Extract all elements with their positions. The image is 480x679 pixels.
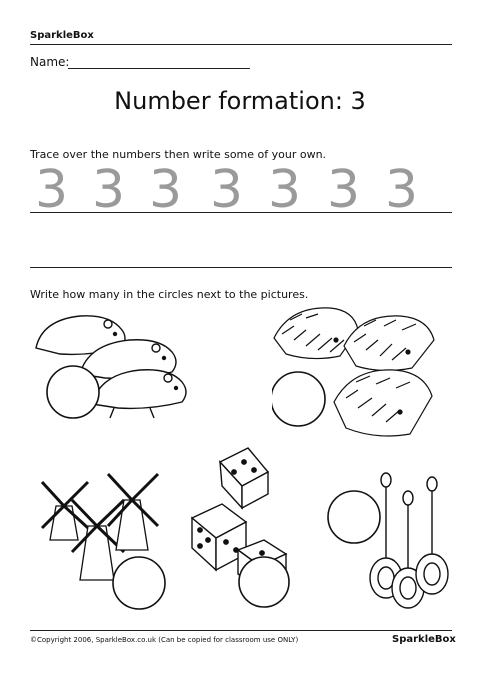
count-instruction: Write how many in the circles next to the pictures. [30, 288, 309, 301]
hedgehog-icon [344, 316, 434, 371]
dice-answer-circle[interactable] [239, 557, 289, 607]
footer-rule [30, 630, 452, 631]
header-rule [30, 44, 452, 45]
windmill-picture [36, 470, 182, 610]
page-title: Number formation: 3 [114, 87, 366, 115]
trace-digit[interactable]: 3 [268, 160, 302, 220]
trace-baseline [30, 212, 452, 213]
dice-picture [186, 446, 316, 610]
name-label: Name: [30, 55, 70, 69]
yoyo-picture [324, 470, 460, 620]
name-writing-line[interactable] [68, 68, 250, 69]
footer-copyright: ©Copyright 2006, SparkleBox.co.uk (Can be copied for classroom use ONLY) [30, 636, 299, 644]
writing-line[interactable] [30, 267, 452, 268]
trace-digit[interactable]: 3 [92, 160, 126, 220]
windmill-icon [108, 474, 158, 550]
hamster-answer-circle[interactable] [47, 366, 99, 418]
yoyo-answer-circle[interactable] [328, 491, 380, 543]
dice-icon [220, 448, 268, 508]
trace-digit[interactable]: 3 [149, 160, 183, 220]
hedgehog-icon [334, 370, 432, 436]
hedgehog-icon [274, 308, 358, 359]
yoyo-icon [392, 491, 424, 608]
hedgehog-picture [272, 304, 447, 452]
trace-digit[interactable]: 3 [385, 160, 419, 220]
footer-brand: SparkleBox [392, 634, 456, 645]
trace-digit[interactable]: 3 [327, 160, 361, 220]
windmill-icon [72, 500, 124, 580]
trace-digit[interactable]: 3 [35, 160, 69, 220]
hamster-picture [30, 308, 195, 430]
trace-digit[interactable]: 3 [210, 160, 244, 220]
windmill-answer-circle[interactable] [113, 557, 165, 609]
trace-instruction: Trace over the numbers then write some of your own. [30, 148, 327, 161]
yoyo-icon [416, 477, 448, 594]
hedgehog-answer-circle[interactable] [272, 372, 325, 426]
header-brand: SparkleBox [30, 30, 94, 41]
